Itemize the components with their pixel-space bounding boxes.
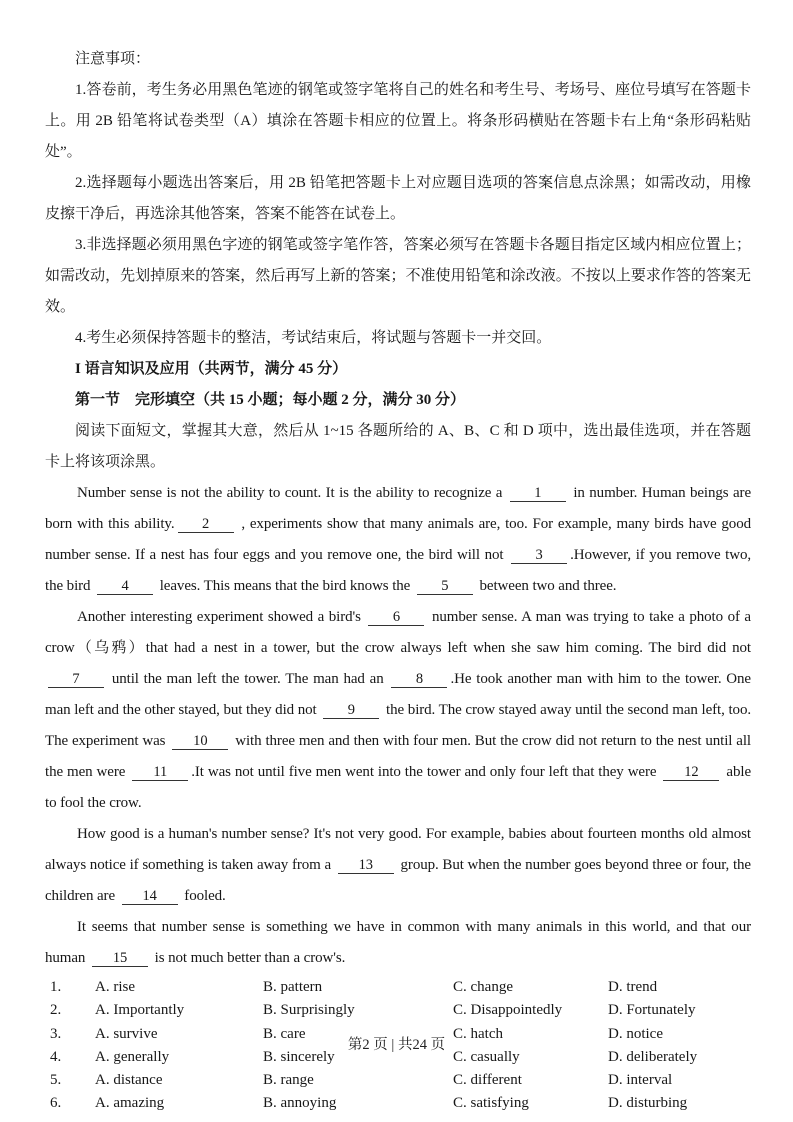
option-number: 6. — [50, 1095, 62, 1112]
cloze-blank-4: 4 — [97, 578, 153, 595]
cloze-blank-12: 12 — [663, 764, 719, 781]
cloze-blank-8: 8 — [391, 671, 447, 688]
cloze-blank-13: 13 — [338, 857, 394, 874]
passage-paragraph-3: How good is a human's number sense? It's not very good. For example, babies about fourteen months old almost always notice if something is taken away from a 13 group. But when the number goes beyond three or four, the children are 14 fooled. — [45, 826, 751, 904]
passage-paragraph-2: Another interesting experiment showed a bird's 6 number sense. A man was trying to take a photo of a crow（乌鸦）that had a nest in a tower, but the crow always left when she saw him coming. The bird did not 7 until the man left the tower. The man had an 8 .He took another man with him to the tower. One man left and the other stayed, but they did not 9 the bird. The crow stayed away until the second man left, too. The experiment was 10 with three men and then with four men. But the crow did not return to the nest until all the men were 11 .It was not until five men went into the tower and only four left that they were 12 able to fool the crow. — [45, 609, 752, 811]
option-row-5 — [45, 1069, 751, 1092]
cloze-blank-6: 6 — [368, 609, 424, 626]
option-choice-b: B. range — [263, 1072, 314, 1089]
option-choice-d: D. disturbing — [608, 1095, 688, 1112]
option-choice-c: C. satisfying — [453, 1095, 529, 1112]
option-choice-b: B. pattern — [263, 979, 323, 995]
cloze-blank-14: 14 — [122, 888, 178, 905]
subsection-title: 第一节 完形填空（共 15 小题；每小题 2 分，满分 30 分） — [75, 392, 466, 408]
option-number: 2. — [50, 1002, 62, 1019]
option-row-6 — [45, 1092, 751, 1115]
option-choice-a: A. distance — [95, 1072, 163, 1089]
cloze-blank-11: 11 — [132, 764, 188, 781]
cloze-blank-7: 7 — [48, 671, 104, 688]
passage-paragraph-4: It seems that number sense is something we have in common with many animals in this world, and that our human 15 is not much better than a crow's. — [45, 919, 751, 966]
cloze-blank-5: 5 — [417, 578, 473, 595]
cloze-blank-1: 1 — [510, 485, 566, 502]
notice-item-2: 2.选择题每小题选出答案后，用 2B 铅笔把答题卡上对应题目选项的答案信息点涂黑；如需改动，用橡皮擦干净后，再选涂其他答案，答案不能答在试卷上。 — [45, 175, 751, 222]
option-number: 3. — [50, 1025, 62, 1042]
notice-item-3: 3.非选择题必须用黑色字迹的钢笔或签字笔作答，答案必须写在答题卡各题目指定区域内相应位置上；如需改动，先划掉原来的答案，然后再写上新的答案；不准使用铅笔和涂改液。不按以上要求作答的答案无效。 — [45, 237, 751, 315]
cloze-blank-10: 10 — [172, 733, 228, 750]
option-choice-d: D. interval — [608, 1072, 673, 1089]
option-choice-b: B. care — [263, 1025, 306, 1042]
option-choice-d: D. trend — [608, 979, 658, 995]
option-choice-a: A. amazing — [95, 1095, 165, 1112]
option-choice-d: D. Fortunately — [608, 1002, 696, 1019]
page-number: 第2 页 | 共24 页 — [347, 1037, 446, 1053]
option-choice-b: B. Surprisingly — [263, 1002, 355, 1019]
option-choice-a: A. survive — [95, 1025, 158, 1042]
cloze-instructions: 阅读下面短文，掌握其大意，然后从 1~15 各题所给的 A、B、C 和 D 项中，选出最佳选项，并在答题卡上将该项涂黑。 — [45, 423, 751, 470]
option-row-2 — [45, 999, 751, 1022]
option-row-1 — [45, 976, 751, 999]
option-choice-b: B. sincerely — [263, 1048, 335, 1065]
option-number: 1. — [50, 979, 62, 995]
notice-item-1: 1.答卷前，考生务必用黑色笔迹的钢笔或签字笔将自己的姓名和考生号、考场号、座位号填写在答题卡上。用 2B 铅笔将试卷类型（A）填涂在答题卡相应的位置上。将条形码横贴在答题卡右上角“条形码粘贴处”。 — [45, 82, 751, 160]
part-title: I 语言知识及应用（共两节，满分 45 分） — [75, 361, 348, 377]
passage-paragraph-1: Number sense is not the ability to count. It is the ability to recognize a 1 in number. Human beings are born with this ability. 2 , experiments show that many animals are, too. For example, many birds have good number sense. If a nest has four eggs and you remove one, the bird will not 3 .However, if you remove two, the bird 4 leaves. This means that the bird knows the 5 between two and three. — [45, 485, 752, 594]
cloze-blank-3: 3 — [511, 547, 567, 564]
notice-list — [45, 75, 751, 354]
option-number: 5. — [50, 1072, 62, 1089]
option-choice-d: D. deliberately — [608, 1048, 698, 1065]
cloze-blank-2: 2 — [178, 516, 234, 533]
option-choice-c: C. different — [453, 1072, 522, 1089]
option-choice-c: C. change — [453, 979, 513, 995]
option-choice-c: C. Disappointedly — [453, 1002, 563, 1019]
option-choice-d: D. notice — [608, 1025, 663, 1042]
page-footer — [0, 1033, 793, 1054]
option-choice-b: B. annoying — [263, 1095, 337, 1112]
notice-item-4: 4.考生必须保持答题卡的整洁，考试结束后，将试题与答题卡一并交回。 — [75, 330, 552, 346]
option-choice-a: A. Importantly — [95, 1002, 185, 1019]
option-choice-a: A. rise — [95, 979, 135, 995]
option-choice-c: C. casually — [453, 1048, 520, 1065]
cloze-blank-9: 9 — [323, 702, 379, 719]
cloze-blank-15: 15 — [92, 950, 148, 967]
cloze-passage — [45, 478, 751, 974]
option-choice-a: A. generally — [95, 1048, 170, 1065]
notice-title: 注意事项： — [75, 51, 151, 67]
option-choice-c: C. hatch — [453, 1025, 503, 1042]
option-number: 4. — [50, 1048, 62, 1065]
